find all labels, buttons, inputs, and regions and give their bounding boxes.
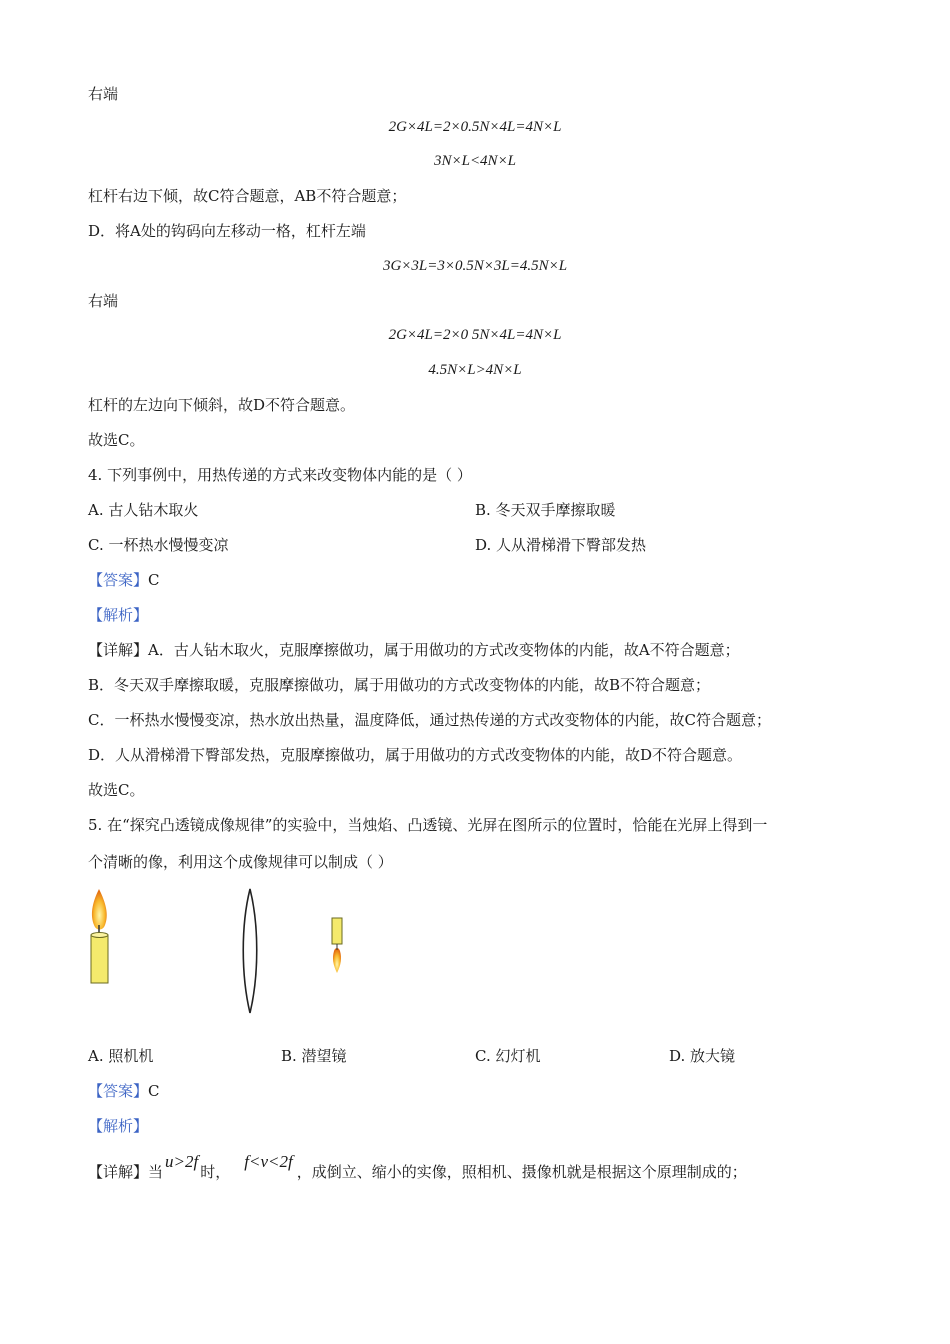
question-4-option-c: C. 一杯热水慢慢变凉: [88, 536, 229, 554]
question-4-option-a: A. 古人钻木取火: [88, 501, 199, 519]
equation: 3N×L<4N×L: [433, 153, 517, 169]
detail-line: D．人从滑梯滑下臀部发热，克服摩擦做功，属于用做功的方式改变物体的内能，故D不符合题意。: [88, 746, 743, 764]
detail-text: ，成倒立、缩小的实像，照相机、摄像机就是根据这个原理制成的；: [296, 1163, 747, 1181]
answer-tag: 【答案】: [88, 571, 149, 589]
detail-line: [88, 640, 740, 660]
detail-text: 时，: [200, 1163, 231, 1181]
answer-value: C: [148, 1082, 160, 1100]
text-line: 右端: [88, 85, 119, 103]
text-line: D．将A处的钩码向左移动一格，杠杆左端: [88, 222, 366, 240]
question-5-option-b: B. 潜望镜: [281, 1047, 347, 1065]
detail-line: C．一杯热水慢慢变凉，热水放出热量，温度降低，通过热传递的方式改变物体的内能，故C符合题意；: [88, 711, 771, 729]
analysis-tag: 【解析】: [88, 1117, 149, 1135]
detail-text: 当: [148, 1163, 164, 1181]
conclusion-line: 故选C。: [88, 781, 145, 799]
equation: 4.5N×L>4N×L: [428, 362, 522, 378]
detail-tag: 【详解】: [88, 1163, 149, 1181]
candle-icon: [91, 889, 108, 983]
answer-value: C: [148, 571, 160, 589]
analysis-tag: 【解析】: [88, 606, 149, 624]
detail-tag: 【详解】: [88, 641, 149, 659]
question-4-stem: 4. 下列事例中，用热传递的方式来改变物体内能的是（ ）: [88, 466, 472, 484]
condition-u: u>2f: [165, 1152, 199, 1171]
question-5-option-d: D. 放大镜: [669, 1047, 736, 1065]
question-5-option-c: C. 幻灯机: [475, 1047, 541, 1065]
answer-line: [88, 570, 160, 590]
text-line: 杠杆的左边向下倾斜，故D不符合题意。: [88, 396, 356, 414]
detail-line: [88, 1152, 747, 1182]
question-5-option-a: A. 照机机: [88, 1047, 154, 1065]
text-line: 故选C。: [88, 431, 145, 449]
detail-line: B．冬天双手摩擦取暖，克服摩擦做功，属于用做功的方式改变物体的内能，故B不符合题意；: [88, 676, 711, 694]
lens-experiment-figure: [80, 885, 380, 1020]
equation: 2G×4L=2×0.5N×4L=4N×L: [388, 119, 562, 135]
text-line: 杠杆右边下倾，故C符合题意，AB不符合题意；: [88, 187, 407, 205]
equation: 3G×3L=3×0.5N×3L=4.5N×L: [382, 258, 568, 274]
question-4-option-d: D. 人从滑梯滑下臀部发热: [475, 536, 647, 554]
condition-v: f<v<2f: [244, 1152, 293, 1171]
inverted-image-icon: [332, 918, 342, 973]
answer-line: [88, 1081, 160, 1101]
question-5-stem: 5. 在“探究凸透镜成像规律”的实验中，当烛焰、凸透镜、光屏在图所示的位置时，恰能在光屏上得到一: [88, 816, 768, 834]
question-5-stem-cont: 个清晰的像，利用这个成像规律可以制成（ ）: [88, 853, 393, 871]
convex-lens-icon: [243, 889, 257, 1013]
text-line: 右端: [88, 292, 119, 310]
answer-tag: 【答案】: [88, 1082, 149, 1100]
question-4-option-b: B. 冬天双手摩擦取暖: [475, 501, 616, 519]
detail-text: A．古人钻木取火，克服摩擦做功，属于用做功的方式改变物体的内能，故A不符合题意；: [148, 641, 740, 659]
equation: 2G×4L=2×0 5N×4L=4N×L: [388, 327, 562, 343]
